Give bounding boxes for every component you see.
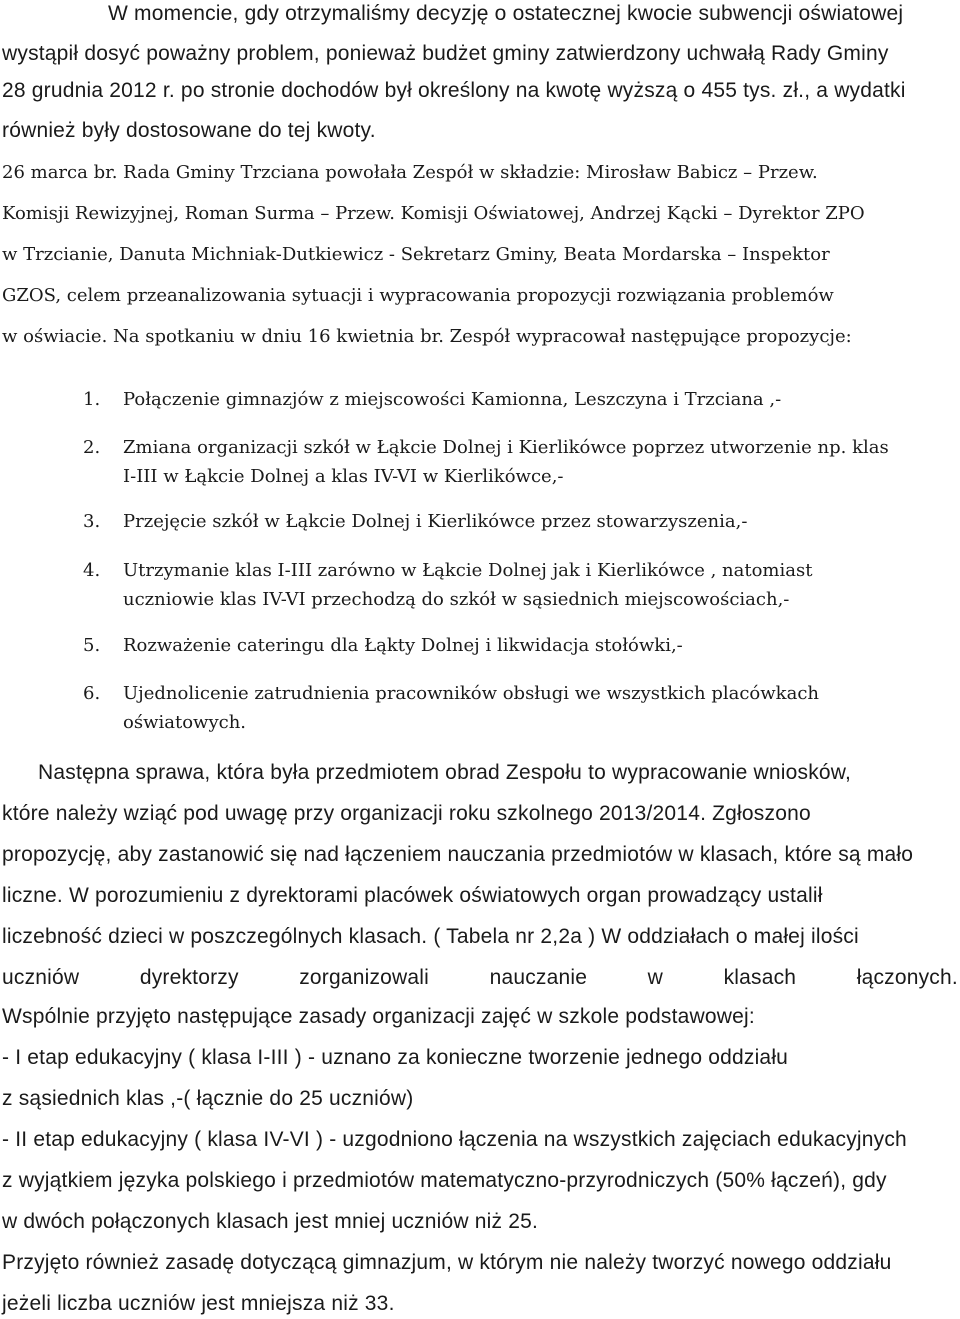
paragraph-line: 26 marca br. Rada Gminy Trzciana powołała Zespół w składzie: Mirosław Babicz – Przew. [2,162,818,183]
bullet-line: - II etap edukacyjny ( klasa IV-VI ) - uzgodniono łączenia na wszystkich zajęciach edukacyjnych [2,1128,907,1151]
proposal-text: Przejęcie szkół w Łąkcie Dolnej i Kierlikówce przez stowarzyszenia,- [123,511,748,532]
bullet-line-continued: z sąsiednich klas ,-( łącznie do 25 uczniów) [2,1087,414,1110]
proposal-item [83,683,819,733]
proposal-item [83,391,781,409]
paragraph-line: GZOS, celem przeanalizowania sytuacji i wypracowania propozycji rozwiązania problemów [2,285,834,306]
paragraph-line: w oświacie. Na spotkaniu w dniu 16 kwietnia br. Zespół wypracował następujące propozycje: [2,326,852,347]
bullet-line: - I etap edukacyjny ( klasa I-III ) - uznano za konieczne tworzenie jednego oddziału [2,1046,789,1069]
word: dyrektorzy [139,966,239,989]
word: zorganizowali [299,966,430,989]
proposal-text-continued: oświatowych. [123,712,247,733]
paragraph-line: które należy wziąć pod uwagę przy organizacji roku szkolnego 2013/2014. Zgłoszono [2,802,811,825]
word: łączonych. [856,966,958,989]
proposal-number: 1. [83,389,101,410]
paragraph-line: jeżeli liczba uczniów jest mniejsza niż 33. [2,1292,395,1315]
bullet-line-continued: w dwóch połączonych klasach jest mniej uczniów niż 25. [2,1210,539,1233]
proposal-text: Ujednolicenie zatrudnienia pracowników obsługi we wszystkich placówkach [123,683,819,704]
paragraph-line: W momencie, gdy otrzymaliśmy decyzję o ostatecznej kwocie subwencji oświatowej [108,2,904,25]
paragraph-line: propozycję, aby zastanowić się nad łączeniem nauczania przedmiotów w klasach, które są mało [2,843,914,866]
proposal-text-continued: uczniowie klas IV-VI przechodzą do szkół w sąsiednich miejscowościach,- [123,589,790,610]
paragraph-line: również były dostosowane do tej kwoty. [2,119,376,142]
paragraph-line: Następna sprawa, która była przedmiotem obrad Zespołu to wypracowanie wniosków, [38,761,852,784]
paragraph-line: liczebność dzieci w poszczególnych klasach. ( Tabela nr 2,2a ) W oddziałach o małej ilości [2,925,859,948]
proposal-item [83,437,889,487]
proposal-item [83,513,747,531]
proposal-text: Połączenie gimnazjów z miejscowości Kamionna, Leszczyna i Trzciana ,- [123,389,782,410]
proposal-text-continued: I-III w Łąkcie Dolnej a klas IV-VI w Kierlikówce,- [123,466,564,487]
word: klasach [723,966,797,989]
proposal-item [83,637,683,655]
proposal-text: Rozważenie cateringu dla Łąkty Dolnej i likwidacja stołówki,- [123,635,683,656]
paragraph-line: 28 grudnia 2012 r. po stronie dochodów był określony na kwotę wyższą o 455 tys. zł., a wydatki [2,79,906,102]
paragraph-line: liczne. W porozumieniu z dyrektorami placówek oświatowych organ prowadzący ustalił [2,884,823,907]
paragraph-line: w Trzcianie, Danuta Michniak-Dutkiewicz - Sekretarz Gminy, Beata Mordarska – Inspektor [2,244,830,265]
proposal-text: Utrzymanie klas I-III zarówno w Łąkcie Dolnej jak i Kierlikówce , natomiast [123,560,813,581]
justified-line [2,967,958,988]
bullet-line-continued: z wyjątkiem języka polskiego i przedmiotów matematyczno-przyrodniczych (50% łączeń), gdy [2,1169,887,1192]
proposal-number: 3. [83,511,101,532]
word: nauczanie [489,966,588,989]
proposal-number: 5. [83,635,101,656]
proposal-number: 6. [83,683,101,704]
word: w [647,966,664,989]
word: uczniów [2,966,80,989]
proposal-number: 2. [83,437,101,458]
proposal-text: Zmiana organizacji szkół w Łąkcie Dolnej i Kierlikówce poprzez utworzenie np. klas [123,437,889,458]
proposal-number: 4. [83,560,101,581]
paragraph-line: wystąpił dosyć poważny problem, ponieważ budżet gminy zatwierdzony uchwałą Rady Gminy [2,42,889,65]
proposal-item [83,560,813,610]
paragraph-line: Wspólnie przyjęto następujące zasady organizacji zajęć w szkole podstawowej: [2,1005,755,1028]
paragraph-line: Przyjęto również zasadę dotyczącą gimnazjum, w którym nie należy tworzyć nowego oddziału [2,1251,892,1274]
paragraph-line: Komisji Rewizyjnej, Roman Surma – Przew. Komisji Oświatowej, Andrzej Kącki – Dyrektor ZPO [2,203,865,224]
